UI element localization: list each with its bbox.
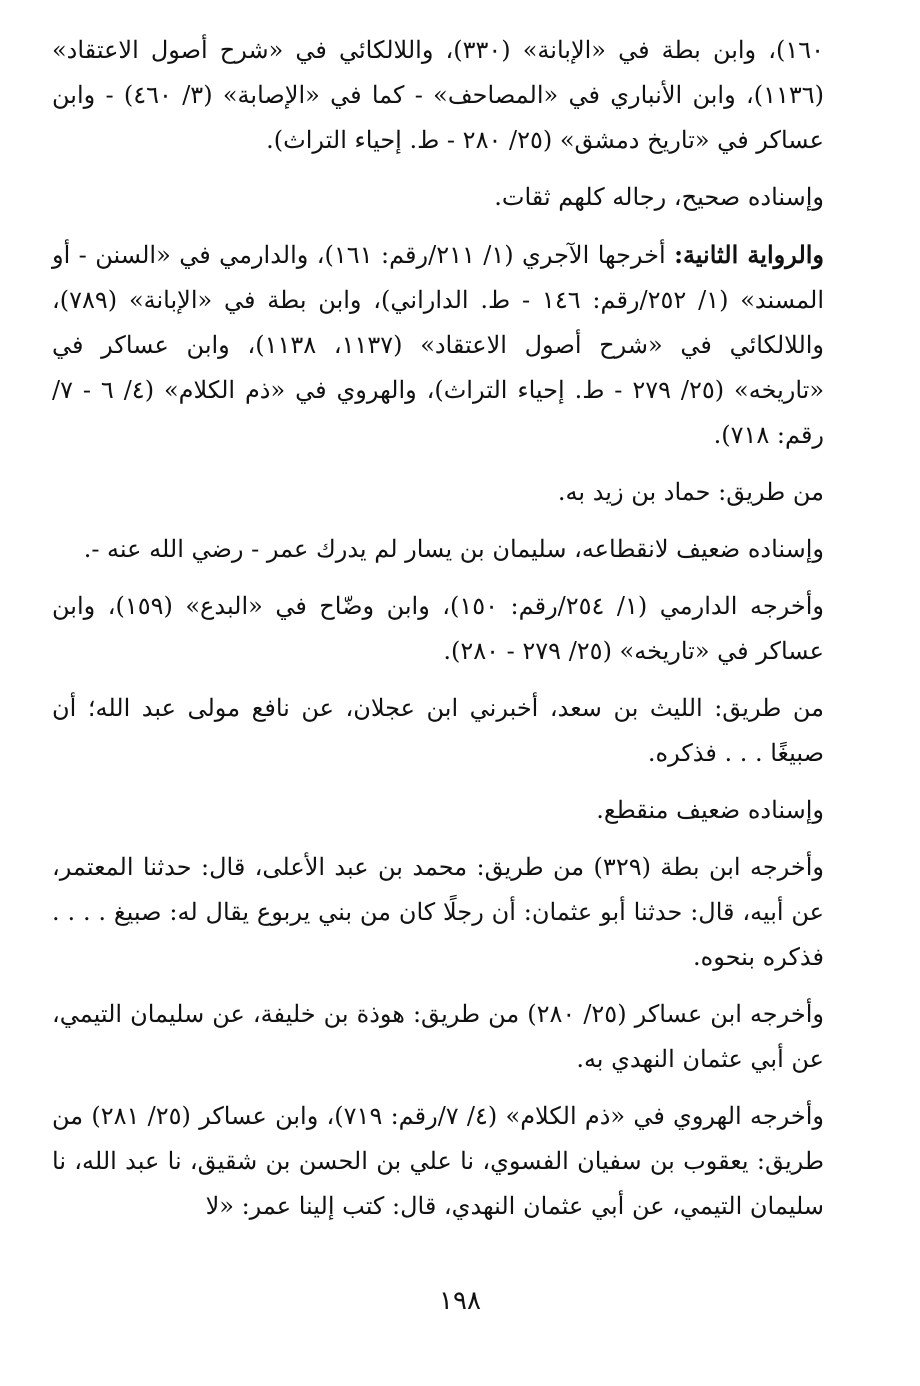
paragraph-9: وأخرجه ابن بطة (٣٢٩) من طريق: محمد بن عبد الأعلى، قال: حدثنا المعتمر، عن أبيه، قال: حدثنا أبو عثمان: أن رجلًا كان من بني يربوع يقال له: صبيغ . . . . فذكره بنحوه. xyxy=(52,853,825,971)
paragraph-1: ١٦٠)، وابن بطة في «الإبانة» (٣٣٠)، واللالكائي في «شرح أصول الاعتقاد» (١١٣٦)، وابن الأنباري في «المصاحف» - كما في «الإصابة» (٣/ ٤٦٠) - وابن عساكر في «تاريخ دمشق» (٢٥/ ٢٨٠ - ط. إحياء التراث). xyxy=(52,36,825,154)
paragraph-11: وأخرجه الهروي في «ذم الكلام» (٤/ ٧/رقم: ٧١٩)، وابن عساكر (٢٥/ ٢٨١) من طريق: يعقوب بن سفيان الفسوي، نا علي بن الحسن بن شقيق، نا عبد الله، نا سليمان التيمي، عن أبي عثمان النهدي، قال: كتب إلينا عمر: «لا xyxy=(52,1102,824,1220)
paragraph-3 xyxy=(52,232,824,458)
paragraph-3-text: أخرجها الآجري (١/ ٢١١/رقم: ١٦١)، والدارمي في «السنن - أو المسند» (١/ ٢٥٢/رقم: ١٤٦ - ط. الداراني)، وابن بطة في «الإبانة» (٧٨٩)، واللالكائي في «شرح أصول الاعتقاد» (١١٣٧، ١١٣٨)، وابن عساكر في «تاريخه» (٢٥/ ٢٧٩ - ط. إحياء التراث)، والهروي في «ذم الكلام» (٤/ ٦ - ٧/رقم: ٧١٨). xyxy=(52,241,825,449)
page-body xyxy=(52,28,824,1241)
paragraph-6: وأخرجه الدارمي (١/ ٢٥٤/رقم: ١٥٠)، وابن وضّاح في «البدع» (١٥٩)، وابن عساكر في «تاريخه» (٢٥/ ٢٧٩ - ٢٨٠). xyxy=(52,592,824,665)
paragraph-4: من طريق: حماد بن زيد به. xyxy=(557,478,824,506)
paragraph-8: وإسناده ضعيف منقطع. xyxy=(596,796,824,824)
paragraph-10: وأخرجه ابن عساكر (٢٥/ ٢٨٠) من طريق: هوذة بن خليفة، عن سليمان التيمي، عن أبي عثمان النهدي به. xyxy=(52,1000,824,1073)
paragraph-2: وإسناده صحيح، رجاله كلهم ثقات. xyxy=(494,183,824,211)
paragraph-3-lead: والرواية الثانية: xyxy=(674,240,825,269)
page-number: ١٩٨ xyxy=(439,1286,481,1316)
paragraph-5: وإسناده ضعيف لانقطاعه، سليمان بن يسار لم يدرك عمر - رضي الله عنه -. xyxy=(83,535,824,563)
paragraph-7: من طريق: الليث بن سعد، أخبرني ابن عجلان، عن نافع مولى عبد الله؛ أن صبيغًا . . . فذكره. xyxy=(52,694,824,767)
